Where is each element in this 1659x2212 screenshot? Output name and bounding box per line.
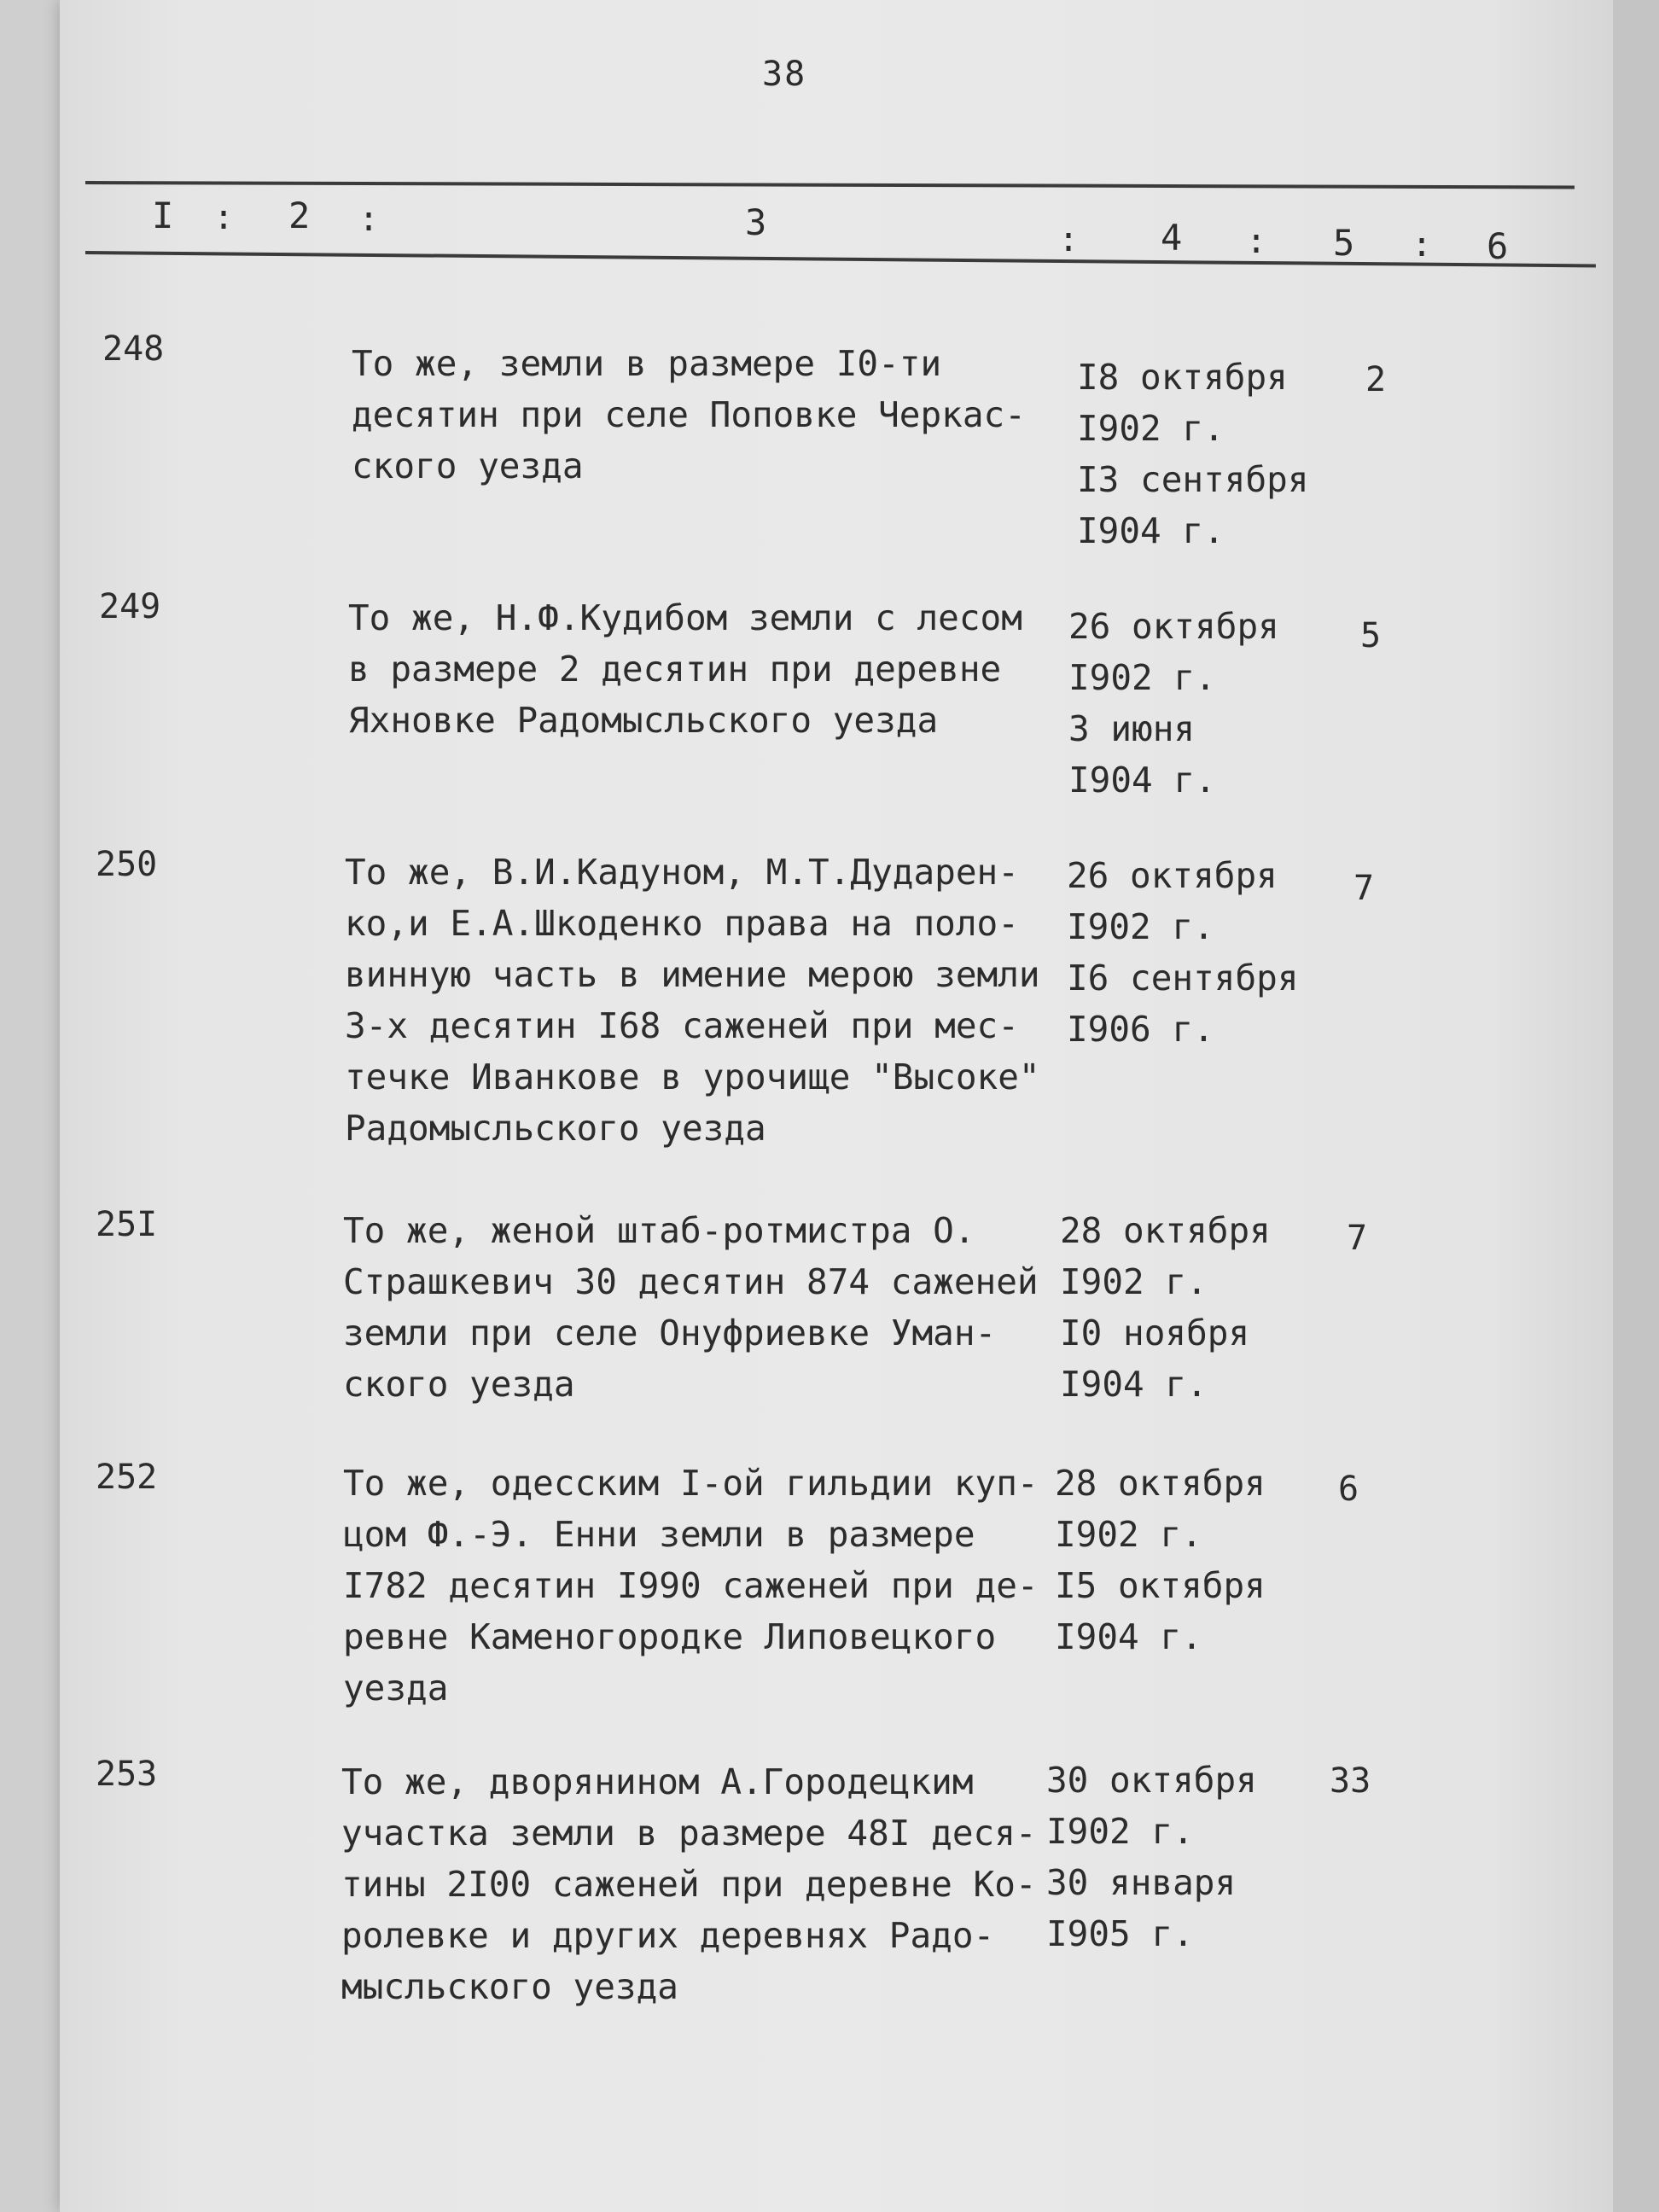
column-header-1: I — [152, 195, 174, 236]
column-separator: : — [1058, 220, 1080, 259]
row-description: То же, В.И.Кадуном, М.Т.Дударен- ко,и Е.А.Шкоденко права на поло- винную часть в имение мерою земли 3-х десятин I68 саженей при мес- течке Иванкове в урочище "Высоке" Радомысльского уезда — [345, 852, 1040, 1149]
row-dates: 28 октября I902 г. I0 ноября I904 г. — [1060, 1210, 1271, 1405]
row-number: 250 — [96, 845, 158, 884]
row-description: То же, одесским I-ой гильдии куп- цом Ф.-Э. Енни земли в размере I782 десятин I990 саженей при де- ревне Каменогородке Липовецкого уезда — [343, 1463, 1039, 1708]
row-description: То же, женой штаб-ротмистра О. Страшкевич 30 десятин 874 саженей земли при селе Онуфриевке Уман- ского уезда — [343, 1210, 1039, 1405]
row-quantity: 33 — [1330, 1761, 1371, 1801]
row-number: 252 — [96, 1458, 158, 1497]
row-quantity: 7 — [1347, 1219, 1368, 1258]
column-header-6: 6 — [1487, 225, 1509, 267]
row-dates: 26 октября I902 г. 3 июня I904 г. — [1068, 606, 1279, 800]
row-dates: 26 октября I902 г. I6 сентября I906 г. — [1067, 855, 1299, 1050]
column-header-4: 4 — [1161, 217, 1183, 259]
column-separator: : — [358, 200, 380, 239]
column-header-5: 5 — [1333, 222, 1355, 264]
row-quantity: 5 — [1360, 616, 1382, 655]
column-header-2: 2 — [288, 195, 311, 236]
row-description: То же, земли в размере I0-ти десятин при селе Поповке Черкас- ского уезда — [352, 343, 1026, 486]
row-dates: 30 октября I902 г. 30 января I905 г. — [1046, 1760, 1257, 1954]
page-number: 38 — [762, 55, 807, 94]
row-description: То же, Н.Ф.Кудибом земли с лесом в размере 2 десятин при деревне Яхновке Радомысльского уезда — [348, 597, 1022, 741]
row-description: То же, дворянином А.Городецким участка земли в размере 48I деся- тины 2I00 саженей при деревне Ко- ролевке и других деревнях Радо- мысльского уезда — [341, 1761, 1037, 2007]
row-quantity: 6 — [1338, 1470, 1359, 1509]
row-number: 253 — [96, 1755, 158, 1794]
column-separator: : — [1412, 225, 1433, 265]
row-number: 248 — [102, 329, 165, 369]
row-number: 249 — [99, 587, 161, 626]
row-dates: 28 октября I902 г. I5 октября I904 г. — [1055, 1463, 1266, 1657]
row-quantity: 2 — [1365, 360, 1387, 399]
row-dates: I8 октября I902 г. I3 сентября I904 г. — [1077, 357, 1309, 551]
column-separator: : — [1246, 222, 1267, 261]
row-quantity: 7 — [1353, 869, 1375, 908]
page-edge — [1613, 0, 1659, 2212]
row-number: 25I — [96, 1205, 158, 1244]
column-separator: : — [213, 198, 235, 237]
column-header-3: 3 — [745, 201, 767, 243]
